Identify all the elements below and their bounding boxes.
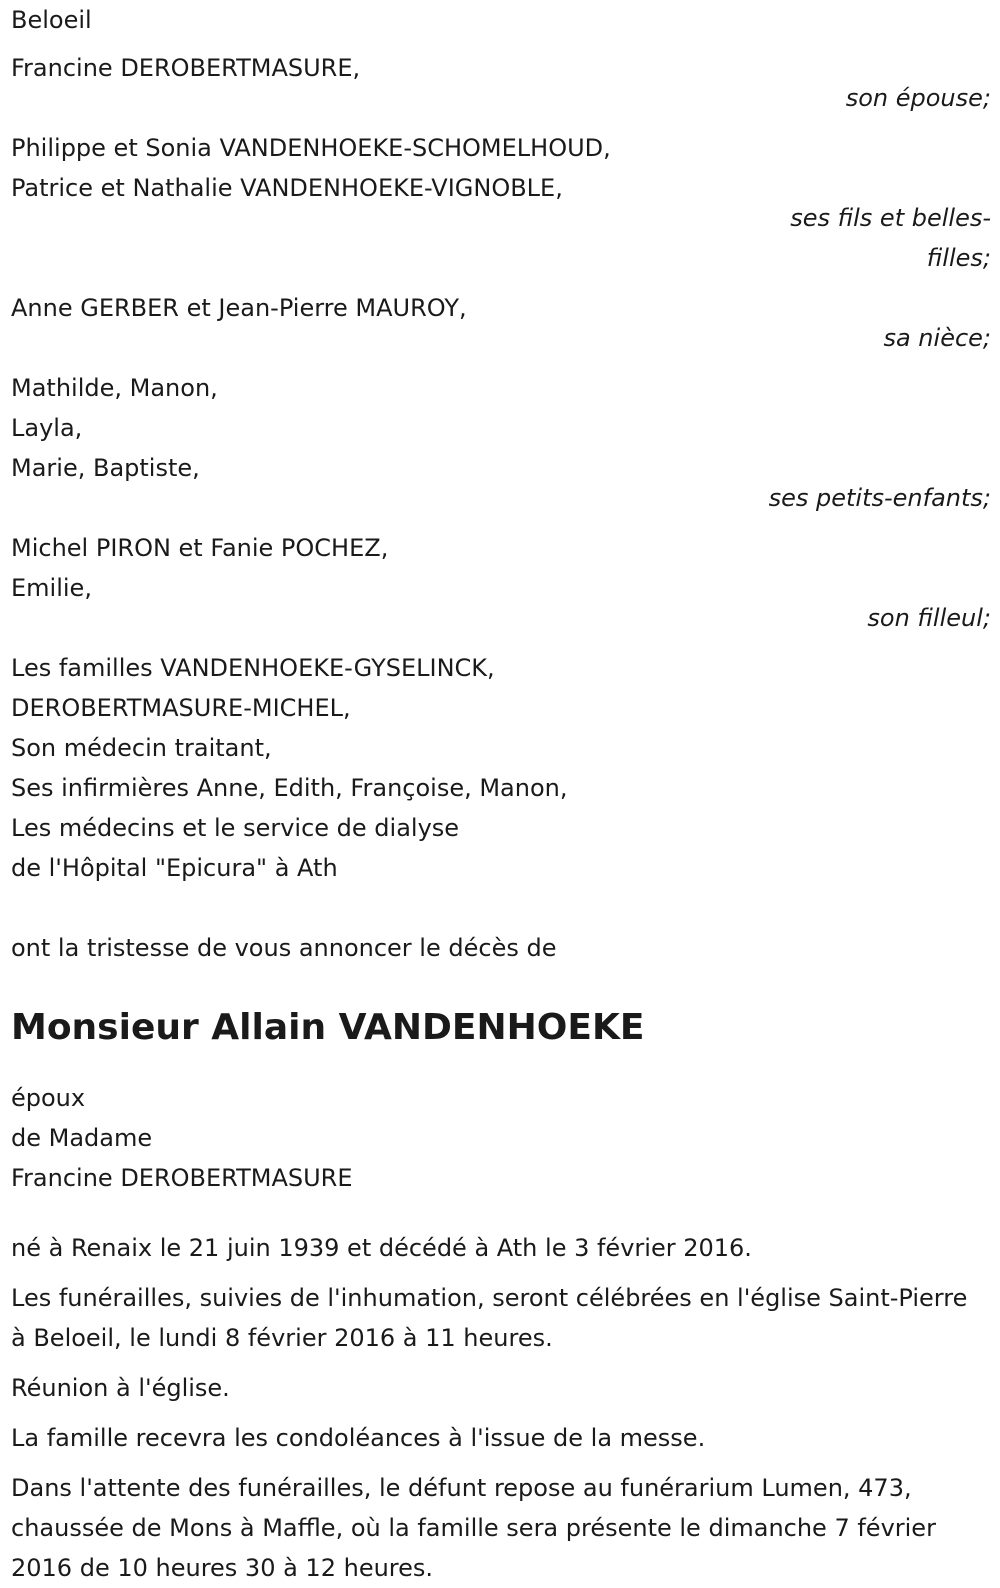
family-line: Patrice et Nathalie VANDENHOEKE-VIGNOBLE, bbox=[11, 174, 563, 202]
relation-label: ses petits-enfants; bbox=[768, 484, 991, 512]
family-line: Son médecin traitant, bbox=[11, 734, 272, 762]
relation-label: sa nièce; bbox=[883, 324, 991, 352]
family-line: Michel PIRON et Fanie POCHEZ, bbox=[11, 534, 389, 562]
family-line: Philippe et Sonia VANDENHOEKE-SCHOMELHOUD, bbox=[11, 134, 611, 162]
birth-death-paragraph: né à Renaix le 21 juin 1939 et décédé à Ath le 3 février 2016. bbox=[11, 1234, 752, 1262]
spouse-line: Francine DEROBERTMASURE bbox=[11, 1164, 353, 1192]
announcement: ont la tristesse de vous annoncer le décès de bbox=[11, 934, 557, 962]
details-block bbox=[11, 1228, 991, 1588]
meeting-paragraph: Réunion à l'église. bbox=[11, 1374, 230, 1402]
family-group bbox=[11, 48, 991, 118]
family-line: DEROBERTMASURE-MICHEL, bbox=[11, 694, 351, 722]
family-line: Mathilde, Manon, bbox=[11, 374, 218, 402]
family-group bbox=[11, 648, 991, 888]
deceased-name: Monsieur Allain VANDENHOEKE bbox=[11, 1007, 645, 1048]
family-group bbox=[11, 128, 991, 278]
funerarium-paragraph: Dans l'attente des funérailles, le défunt repose au funérarium Lumen, 473, chaussée de Mons à Maffle, où la famille sera présente le dimanche 7 février 2016 de 10 heures 30 à 12 heures. bbox=[11, 1474, 936, 1582]
relation-label: son filleul; bbox=[867, 604, 991, 632]
family-line: Marie, Baptiste, bbox=[11, 454, 200, 482]
family-line: Francine DEROBERTMASURE, bbox=[11, 54, 361, 82]
condolences-paragraph: La famille recevra les condoléances à l'issue de la messe. bbox=[11, 1424, 706, 1452]
relation-label: son épouse; bbox=[845, 84, 991, 112]
relation-label: ses fils et belles-filles; bbox=[790, 204, 991, 272]
funeral-paragraph: Les funérailles, suivies de l'inhumation, seront célébrées en l'église Saint-Pierre à Beloeil, le lundi 8 février 2016 à 11 heures. bbox=[11, 1284, 968, 1352]
location: Beloeil bbox=[11, 6, 92, 34]
family-group bbox=[11, 528, 991, 638]
spouse-line: époux bbox=[11, 1084, 86, 1112]
family-group bbox=[11, 368, 991, 518]
family-line: Layla, bbox=[11, 414, 83, 442]
family-group bbox=[11, 288, 991, 358]
family-line: de l'Hôpital "Epicura" à Ath bbox=[11, 854, 338, 882]
family-line: Anne GERBER et Jean-Pierre MAUROY, bbox=[11, 294, 467, 322]
spouse-block bbox=[11, 1078, 991, 1198]
family-line: Les familles VANDENHOEKE-GYSELINCK, bbox=[11, 654, 495, 682]
obituary-page bbox=[11, 0, 991, 1588]
family-line: Ses infirmières Anne, Edith, Françoise, Manon, bbox=[11, 774, 568, 802]
family-line: Les médecins et le service de dialyse bbox=[11, 814, 460, 842]
spouse-line: de Madame bbox=[11, 1124, 153, 1152]
family-line: Emilie, bbox=[11, 574, 92, 602]
